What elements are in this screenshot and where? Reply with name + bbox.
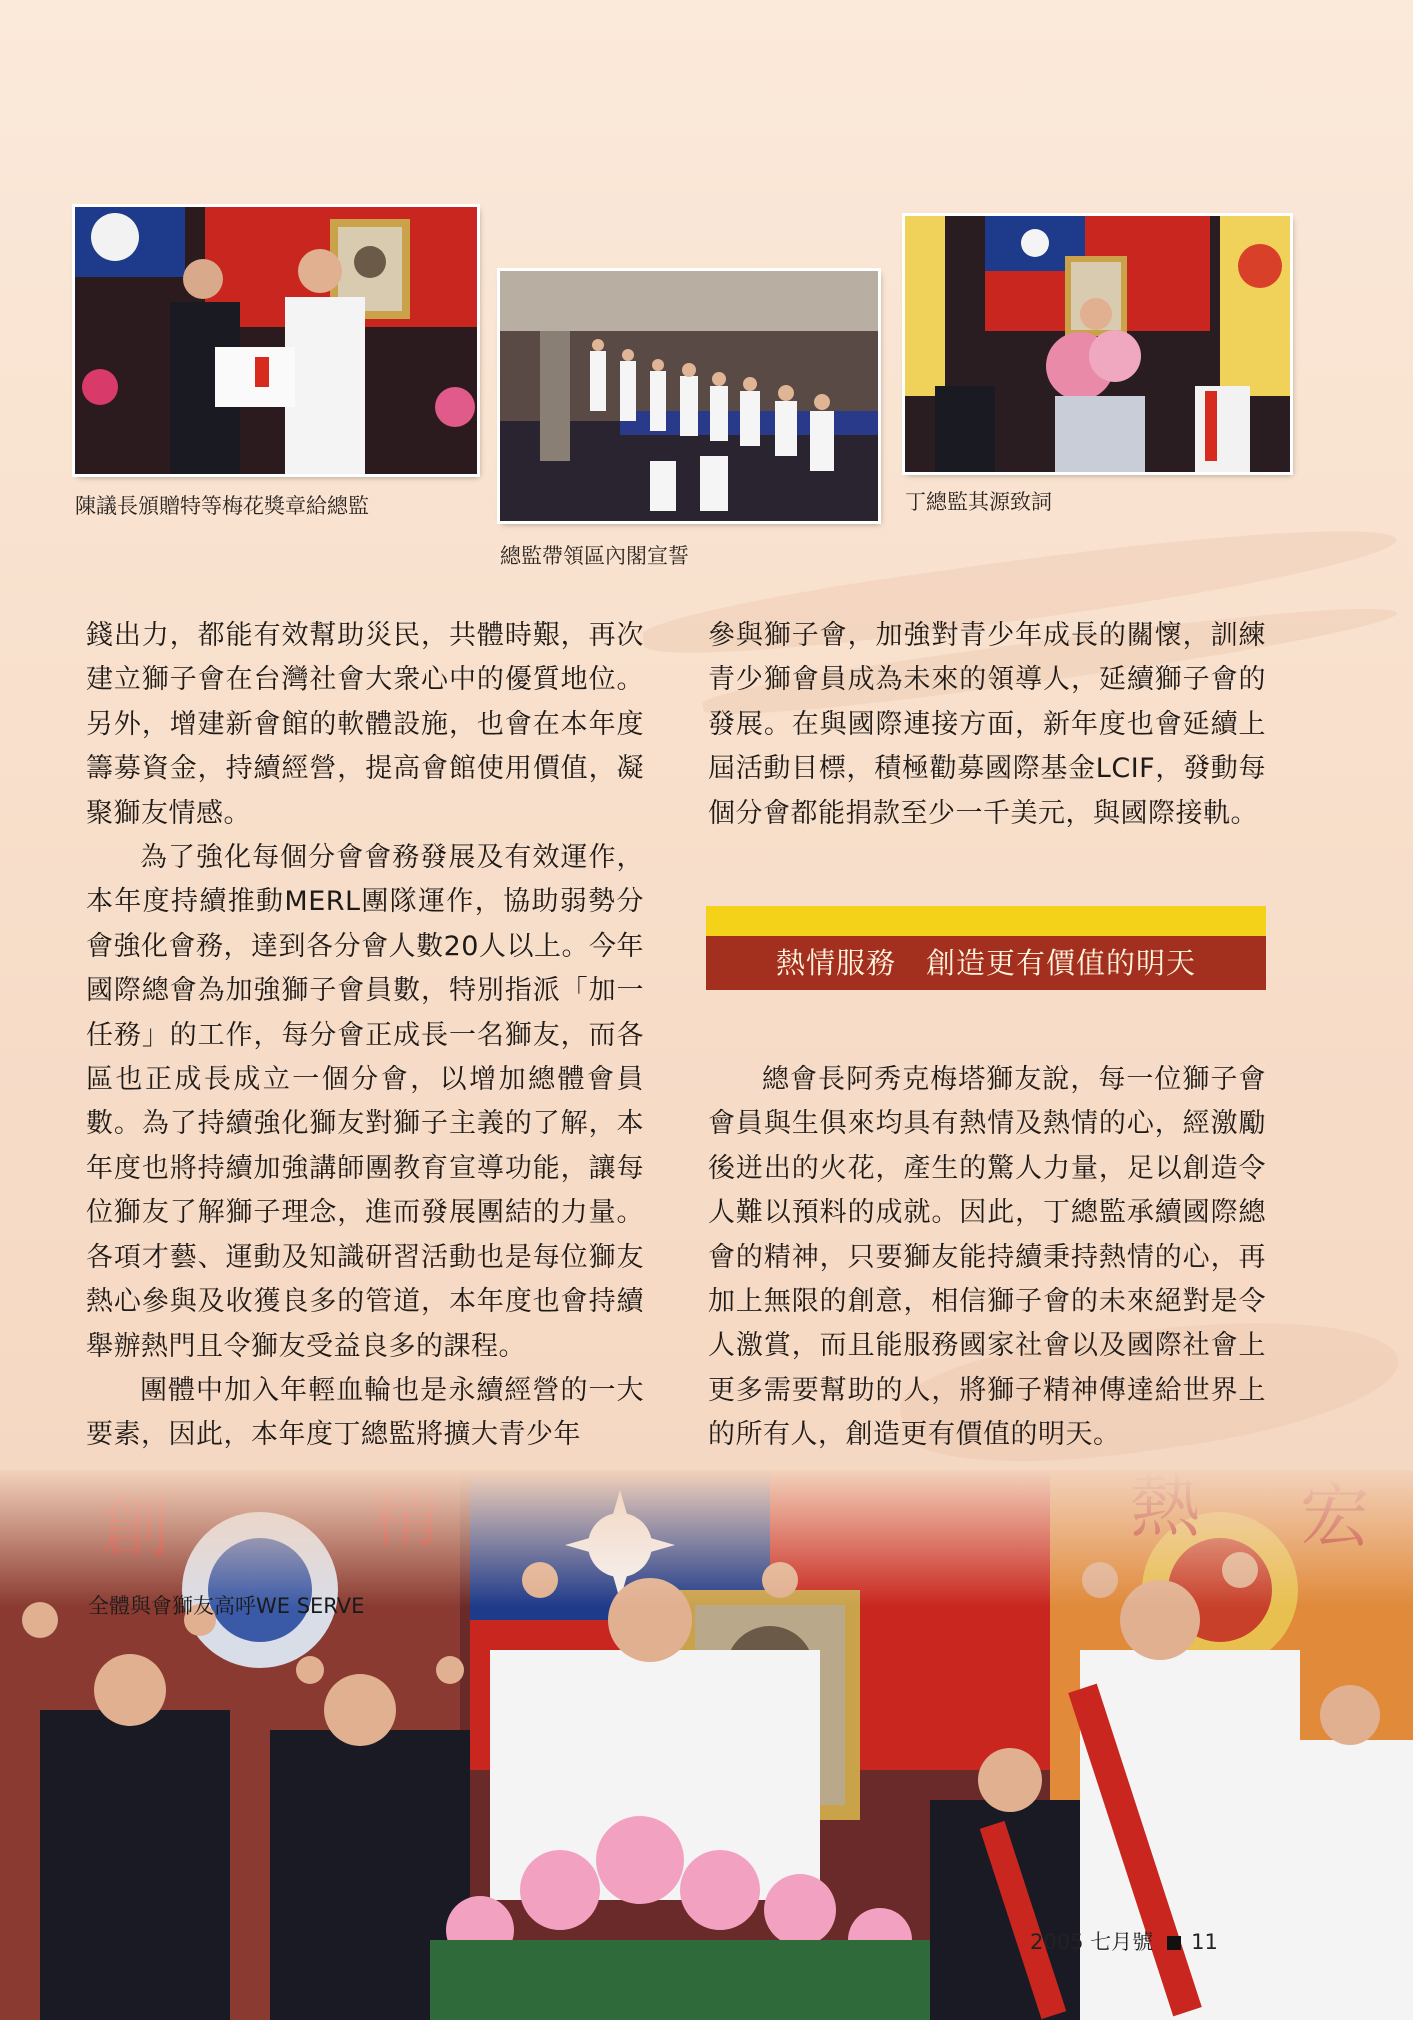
photo-award-presentation: [75, 207, 477, 474]
photo-caption-award: 陳議長頒贈特等梅花獎章給總監: [75, 494, 369, 518]
heading-accent-bar: [706, 906, 1266, 936]
page-number: 11: [1191, 1930, 1218, 1954]
paragraph: 錢出力，都能有效幫助災民，共體時艱，再次建立獅子會在台灣社會大衆心中的優質地位。另外，增建新會館的軟體設施，也會在本年度籌募資金，持續經營，提高會館使用價值，凝聚獅友情感。: [86, 620, 644, 829]
section-heading: [706, 906, 1266, 990]
paragraph: 參與獅子會，加強對青少年成長的關懷，訓練青少獅會員成為未來的領導人，延續獅子會的發展。在與國際連接方面，新年度也會延續上屆活動目標，積極勸募國際基金LCIF，發動每個分會都能捐款至少一千美元，與國際接軌。: [708, 620, 1266, 829]
square-bullet-icon: [1167, 1936, 1181, 1950]
article-right-column-bottom: [708, 1058, 1266, 1458]
paragraph: 總會長阿秀克梅塔獅友說，每一位獅子會會員與生俱來均具有熱情及熱情的心，經激勵後迸出的火花，產生的驚人力量，足以創造令人難以預料的成就。因此，丁總監承續國際總會的精神，只要獅友能持續秉持熱情的心，再加上無限的創意，相信獅子會的未來絕對是令人激賞，而且能服務國家社會以及國際社會上更多需要幫助的人，將獅子精神傳達給世界上的所有人，創造更有價值的明天。: [708, 1064, 1266, 1451]
page-footer: [1030, 1926, 1218, 1956]
footer-year: 2005: [1030, 1930, 1084, 1954]
photo-caption-oath: 總監帶領區內閣宣誓: [500, 544, 689, 568]
paragraph: 為了強化每個分會會務發展及有效運作，本年度持續推動MERL團隊運作，協助弱勢分會強化會務，達到各分會人數20人以上。今年國際總會為加強獅子會員數，特別指派「加一任務」的工作，每分會正成長一名獅友，而各區也正成長成立一個分會，以增加總體會員數。為了持續強化獅友對獅子主義的了解，本年度也將持續加強講師團教育宣導功能，讓每位獅友了解獅子理念，進而發展團結的力量。各項才藝、運動及知識研習活動也是每位獅友熱心參與及收獲良多的管道，本年度也會持續舉辦熱門且令獅友受益良多的課程。: [86, 842, 644, 1362]
footer-month: 七月號: [1090, 1930, 1154, 1954]
article-right-column-top: [708, 614, 1266, 836]
photo-governor-speech: [905, 216, 1290, 472]
section-heading-title: 熱情服務 創造更有價值的明天: [706, 936, 1266, 990]
photo-caption-speech: 丁總監其源致詞: [905, 490, 1052, 514]
photo-cabinet-oath: [500, 271, 878, 521]
article-left-column: [86, 614, 644, 1458]
photo-caption-we-serve: 全體與會獅友高呼WE SERVE: [88, 1594, 365, 1618]
paragraph: 團體中加入年輕血輪也是永續經營的一大要素，因此，本年度丁總監將擴大青少年: [86, 1374, 644, 1451]
